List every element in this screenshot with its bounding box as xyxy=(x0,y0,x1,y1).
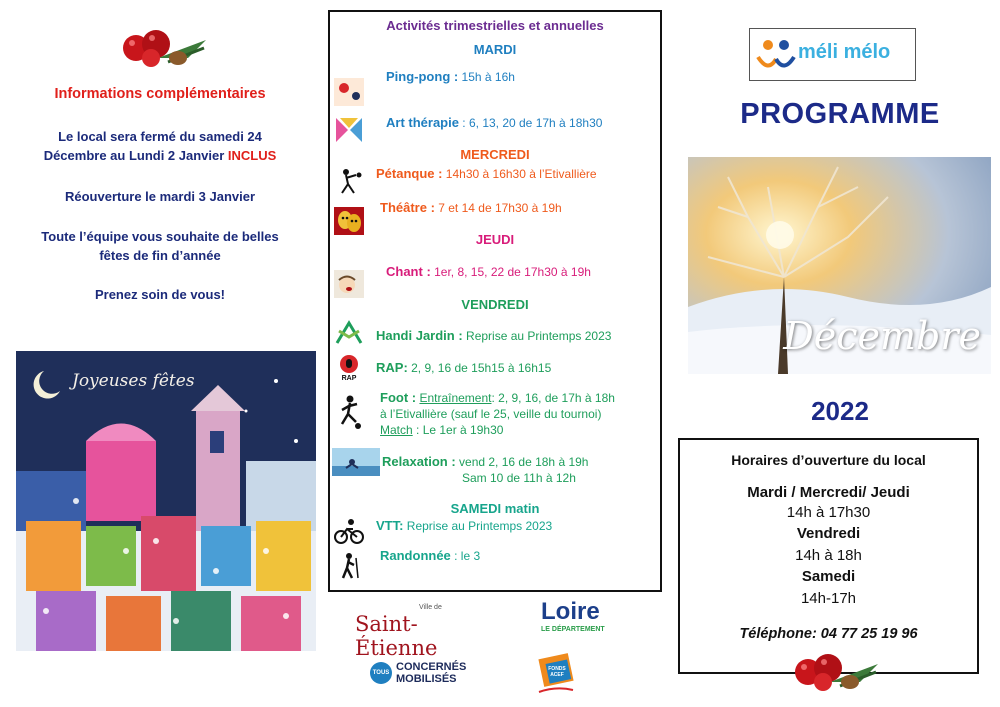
activity-theatre xyxy=(380,200,562,216)
handi-label: Handi Jardin : xyxy=(376,328,463,343)
activity-relaxation xyxy=(382,454,588,486)
hours-title: Horaires d’ouverture du local xyxy=(731,452,926,468)
rap-icon-text: RAP xyxy=(341,375,357,381)
pingpong-label: Ping-pong : xyxy=(386,69,459,84)
art-time: : 6, 13, 20 de 17h à 18h30 xyxy=(458,116,603,130)
opening-hours-box xyxy=(678,438,979,674)
foot-match-label: Match xyxy=(380,423,413,437)
rando-time: : le 3 xyxy=(450,549,481,563)
hours-days-sat: Samedi xyxy=(801,568,856,585)
reopening-notice: Réouverture le mardi 3 Janvier xyxy=(64,189,256,204)
handi-time: Reprise au Printemps 2023 xyxy=(462,329,612,343)
activity-petanque xyxy=(376,166,597,182)
info-title: Informations complémentaires xyxy=(54,86,266,102)
activity-pingpong xyxy=(386,69,515,85)
relax-line-2: Sam 10 de 11h à 12h xyxy=(462,471,576,485)
year-heading: 2022 xyxy=(811,396,869,426)
left-column xyxy=(0,0,320,707)
program-title: Activités trimestrielles et annuelles xyxy=(386,18,604,33)
day-mercredi: MERCREDI xyxy=(460,147,530,162)
cycling-icon xyxy=(334,517,364,545)
chant-label: Chant : xyxy=(386,264,431,279)
theatre-label: Théâtre : xyxy=(380,200,435,215)
meli-melo-logo-icon xyxy=(756,37,796,73)
activity-handi-jardin xyxy=(376,328,611,344)
petanque-icon xyxy=(334,167,364,195)
loire-label: Loire xyxy=(541,598,600,625)
wishes-text xyxy=(10,227,310,265)
hours-days-tue-thu: Mardi / Mercredi/ Jeudi xyxy=(747,484,910,501)
tous-badge: TOUS xyxy=(370,662,392,684)
foot-line-3 xyxy=(380,422,615,438)
closure-inclusive: INCLUS xyxy=(227,148,277,163)
singing-icon xyxy=(334,270,364,298)
village-illustration xyxy=(16,351,316,651)
day-samedi: SAMEDI matin xyxy=(450,501,540,516)
holiday-card-image xyxy=(16,351,316,651)
care-message: Prenez soin de vous! xyxy=(94,287,226,302)
petanque-label: Pétanque : xyxy=(376,166,443,181)
saint-etienne-logo xyxy=(355,604,500,660)
wishes-line-2: fêtes de fin d’année xyxy=(99,248,221,263)
activity-art-therapy xyxy=(386,115,602,131)
activity-foot xyxy=(380,390,615,438)
theatre-time: 7 et 14 de 17h30 à 19h xyxy=(434,201,562,215)
foot-match-time: : Le 1er à 19h30 xyxy=(412,423,504,437)
meli-melo-logo xyxy=(749,28,916,81)
card-greeting: Joyeuses fêtes xyxy=(72,371,195,391)
garden-icon xyxy=(334,319,364,347)
day-mardi: MARDI xyxy=(473,42,517,57)
closure-dates: Décembre au Lundi 2 Janvier xyxy=(43,148,228,163)
petanque-time: 14h30 à 16h30 à l’Etivallière xyxy=(442,167,597,181)
ping-pong-icon xyxy=(334,78,364,106)
foot-label: Foot : xyxy=(380,390,417,405)
christmas-ornament-icon xyxy=(790,652,880,692)
theatre-masks-icon xyxy=(334,207,364,235)
concernes-mobilises-logo xyxy=(370,660,480,690)
rando-label: Randonnée xyxy=(380,548,451,563)
day-vendredi: VENDREDI xyxy=(461,297,529,312)
programme-heading: PROGRAMME xyxy=(740,98,940,130)
football-icon xyxy=(334,394,364,430)
rap-time: 2, 9, 16 de 15h15 à 16h15 xyxy=(407,361,552,375)
rap-icon xyxy=(334,353,364,381)
fonds-acef-logo xyxy=(535,652,577,696)
activity-randonnee xyxy=(380,548,480,564)
hiking-icon xyxy=(334,552,364,580)
hours-time-fri: 14h à 18h xyxy=(795,547,862,564)
art-therapy-icon xyxy=(334,116,364,144)
relax-label: Relaxation : xyxy=(382,454,456,469)
hours-days-fri: Vendredi xyxy=(796,525,861,542)
fonds-acef-label: FONDS ACEF xyxy=(548,666,566,678)
pingpong-time: 15h à 16h xyxy=(458,70,515,84)
art-label: Art thérapie xyxy=(386,115,459,130)
activity-chant xyxy=(386,264,591,280)
december-photo xyxy=(688,157,991,374)
closure-notice xyxy=(10,127,310,165)
foot-line-2: à l’Etivallière (sauf le 25, veille du tournoi) xyxy=(380,407,602,421)
loire-subtitle: LE DÉPARTEMENT xyxy=(541,626,605,633)
ville-de-label: Ville de xyxy=(419,604,442,611)
wishes-line-1: Toute l’équipe vous souhaite de belles xyxy=(41,229,279,244)
program-box xyxy=(328,10,662,592)
foot-training-label: Entraînement xyxy=(419,391,492,405)
relaxation-icon xyxy=(332,448,380,476)
chant-time: 1er, 8, 15, 22 de 17h30 à 19h xyxy=(430,265,591,279)
closure-line-1: Le local sera fermé du samedi 24 xyxy=(58,129,262,144)
christmas-ornament-icon xyxy=(118,28,208,68)
foot-training-time: : 2, 9, 16, de 17h à 18h xyxy=(491,391,615,405)
photo-caption-decembre: Décembre xyxy=(783,314,981,358)
activity-rap xyxy=(376,360,551,376)
logo-text: méli mélo xyxy=(798,41,891,63)
saint-etienne-label: Saint-Étienne xyxy=(355,612,438,660)
relax-line-1 xyxy=(382,454,588,470)
relax-time-1: vend 2, 16 de 18h à 19h xyxy=(455,455,589,469)
rap-label: RAP: xyxy=(376,360,408,375)
mobilises-label: MOBILISÉS xyxy=(396,673,457,685)
loire-logo xyxy=(541,598,631,638)
foot-line-1 xyxy=(380,390,615,406)
phone-number: Téléphone: 04 77 25 19 96 xyxy=(739,626,918,642)
concernes-label: CONCERNÉS xyxy=(396,661,467,673)
closure-line-2 xyxy=(10,146,310,165)
hours-time-sat: 14h-17h xyxy=(800,590,857,607)
day-jeudi: JEUDI xyxy=(475,232,515,247)
vtt-label: VTT: xyxy=(376,518,404,533)
activity-vtt xyxy=(376,518,552,534)
hours-time-tue-thu: 14h à 17h30 xyxy=(786,504,871,521)
vtt-time: Reprise au Printemps 2023 xyxy=(403,519,553,533)
